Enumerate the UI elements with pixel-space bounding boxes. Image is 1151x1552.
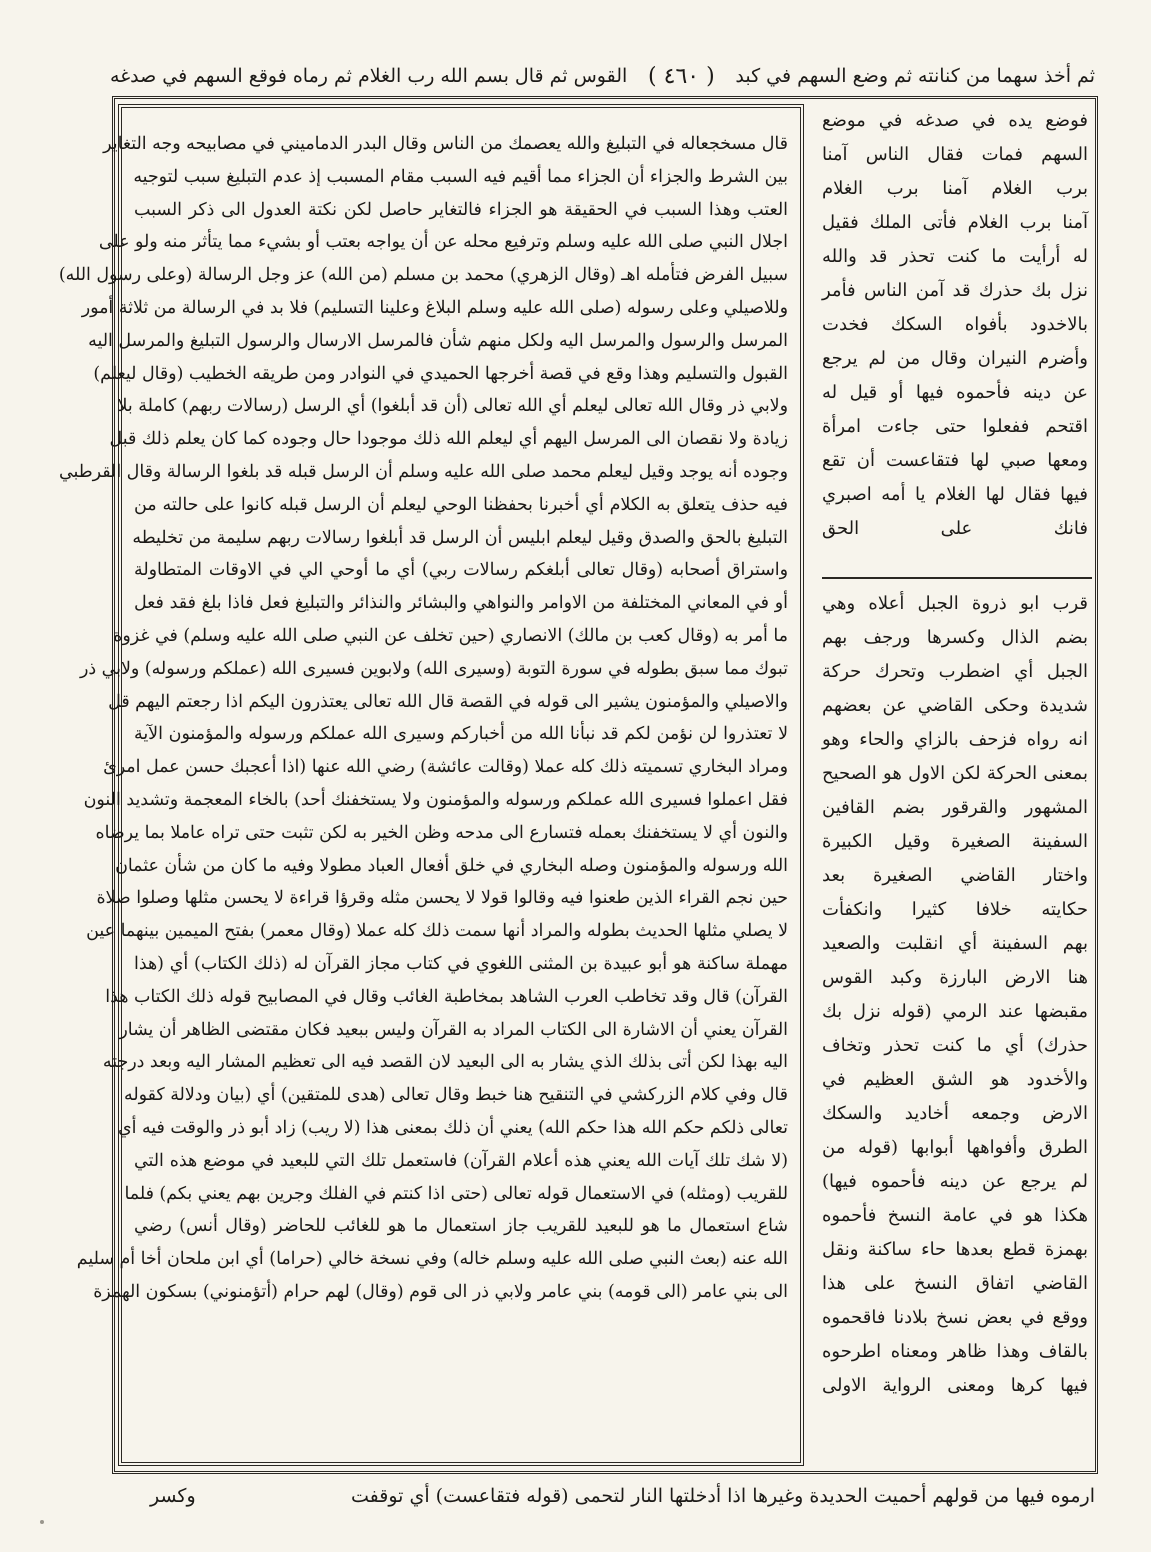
commentary-line: لا تعتذروا لن نؤمن لكم قد نبأنا الله من أخباركم وسيرى الله عملكم ورسوله والمؤمنون الآية [134, 724, 788, 745]
column-divider [822, 577, 1092, 579]
commentary-line: القرآن) قال وقد تخاطب العرب الشاهد بمخاطبة الغائب وقال في المصابيح قوله ذلك الكتاب هذا [105, 986, 788, 1007]
commentary-line: قال مسخجعاله في التبليغ والله يعصمك من الناس وقال البدر الدماميني في مصابيحه وجه التغاير [103, 134, 788, 154]
side-note-line: حكايته خلافا كثيرا وانكفأت [822, 899, 1088, 920]
commentary-line: فقل اعملوا فسيرى الله عملكم ورسوله والمؤمنون ولا يستخفنك أحد) بالخاء المعجمة وتشديد النون [83, 789, 788, 810]
commentary-line: بين الشرط والجزاء أن الجزاء مما أقيم فيه السبب مقام المسبب إذ عدم التبليغ سبب لتوجيه [133, 166, 788, 187]
commentary-line: المرسل والرسول والمرسل اليه ولكل منهم شأن فالمرسل الارسال والرسول التبليغ والمرسل اليه [88, 330, 788, 351]
side-note-line: هكذا هو في عامة النسخ فأحموه [822, 1205, 1088, 1226]
main-commentary-box [58, 104, 804, 1466]
side-note-line: الارض وجمعه أخاديد والسكك [822, 1103, 1088, 1124]
commentary-line: وللاصيلي وعلى رسوله (صلى الله عليه وسلم البلاغ وعلينا التسليم) فلا بد في الرسالة من ثلاثة أمور [81, 297, 788, 318]
header-left-text: القوس ثم قال بسم الله رب الغلام ثم رماه فوقع السهم في صدغه [110, 65, 628, 87]
commentary-line: وجوده أنه يوجد وقيل ليعلم محمد صلى الله عليه وسلم أن الرسل قبله قد بلغوا الرسالة وقال القرطبي [59, 461, 788, 482]
commentary-line: واستراق أصحابه (وقال تعالى أبلغكم رسالات ربي) أي ما أوحي الي في الاوقات المتطاولة [134, 560, 788, 581]
commentary-line: القرآن يعني أن الاشارة الى الكتاب المراد به القرآن وليس ببعيد فكان مقتضى الظاهر أن يشار [119, 1019, 788, 1040]
side-note-line: بهم السفينة أي انقلبت والصعيد [822, 933, 1088, 954]
commentary-line: تعالى ذلكم حكم الله هذا حكم الله) يعني أن ذلك بمعنى هذا (لا ريب) زاد أبو ذر والوقت فيه أي [117, 1117, 788, 1138]
side-text-line: فانك على الحق [822, 518, 1088, 539]
side-text-line: عن دينه فأحموه فيها أو قيل له [822, 382, 1088, 403]
footer-right-text: ارموه فيها من قولهم أحميت الحديدة وغيرها اذا أدخلتها النار لتحمى (قوله فتقاعست) أي توقفت [350, 1485, 1095, 1507]
commentary-line: أو في المعاني المختلفة من الاوامر والنواهي والبشائر والنذائر والتبليغ فعل فاذا بلغ فقد فعل [134, 593, 788, 614]
side-note-line: واختار القاضي الصغيرة بعد [822, 865, 1088, 886]
side-note-line: ووقع في بعض نسخ بلادنا فاقحموه [822, 1307, 1088, 1328]
side-text-line: برب الغلام آمنا برب الغلام [822, 178, 1088, 199]
commentary-line: (لا شك تلك آيات الله يعني هذه أعلام القرآن) فاستعمل تلك التي للبعيد في موضع هذه التي [134, 1150, 788, 1171]
commentary-line: للقريب (ومثله) في الاستعمال قوله تعالى (حتى اذا كنتم في الفلك وجرين بهم يعني بكم) فلما [124, 1183, 788, 1204]
side-text-line: فوضع يده في صدغه في موضع [822, 110, 1088, 131]
running-footer [150, 1478, 1095, 1514]
side-note-line: بهمزة قطع بعدها حاء ساكنة ونقل [822, 1239, 1088, 1260]
side-note-line: لم يرجع عن دينه فأحموه فيها) [822, 1171, 1088, 1192]
side-note-line: قرب ابو ذروة الجبل أعلاه وهي [822, 593, 1088, 614]
commentary-line: زيادة ولا نقصان الى المرسل اليهم أي ليعلم الله ذلك موجودا حال وجوده كما كان يعلم ذلك قبل [109, 429, 788, 450]
commentary-line: قال وفي كلام الزركشي في التنقيح هنا خبط وقال تعالى (هدى للمتقين) أي (بيان ودلالة كقوله [124, 1085, 788, 1106]
side-note-line: القاضي اتفاق النسخ على هذا [822, 1273, 1088, 1294]
commentary-line: والنون أي لا يستخفنك بعمله فتسارع الى مدحه وظن الخير به لكن تثبت حتى تراه عاملا بما يرضاه [95, 822, 788, 843]
side-note-line: هنا الارض البارزة وكبد القوس [822, 967, 1088, 988]
side-note-line: فيها كرها ومعنى الرواية الاولى [822, 1375, 1088, 1396]
commentary-line: شاع استعمال ما هو للبعيد للقريب جاز استعمال ما هو للغائب للحاضر (وقال أنس) رضي [134, 1216, 788, 1237]
side-text-line: بالاخدود بأفواه السكك فخدت [822, 314, 1088, 335]
commentary-line: الله عنه (بعث النبي صلى الله عليه وسلم خاله) وفي نسخة خالي (حراما) أي ابن ملحان أخا أم سليم [76, 1249, 788, 1270]
page-number: ( ٤٦٠ ) [648, 63, 715, 89]
side-note-line: مقبضها عند الرمي (قوله نزل بك [822, 1001, 1088, 1022]
side-note-line: شديدة وحكى القاضي عن بعضهم [822, 695, 1088, 716]
side-text-line: نزل بك حذرك قد آمن الناس فأمر [822, 280, 1088, 301]
side-text-line: وأضرم النيران وقال من لم يرجع [822, 348, 1088, 369]
side-text-line: السهم فمات فقال الناس آمنا [822, 144, 1088, 165]
commentary-line: الى بني عامر (الى قومه) بني عامر ولابي ذر الى قوم (وقال) لهم حرام (أتؤمنوني) بسكون الهمزة [93, 1281, 788, 1302]
commentary-line: القبول والتسليم وهذا وقع في قصة أخرجها الحميدي في النوادر ومن طريقه الخطيب (وقال ليعلم) [93, 363, 788, 384]
side-note-line: والأخدود هو الشق العظيم في [822, 1069, 1088, 1090]
side-note-line: المشهور والقرقور بضم القافين [822, 797, 1088, 818]
side-note-line: انه رواه فزحف بالزاي والحاء وهو [822, 729, 1088, 750]
footer-left-text: وكسر [150, 1485, 196, 1507]
side-note-line: الطرق وأفواهها أبوابها (قوله من [822, 1137, 1088, 1158]
commentary-line: اليه بهذا لكن أتى بذلك الذي يشار به الى البعيد لان القصد فيه الى تعظيم المشار اليه وبعد درجته [102, 1052, 788, 1073]
commentary-line: اجلال النبي صلى الله عليه وسلم وترفيع محله عن أن يواجه بعتب أو بشيء مما يتأثر منه ولو على [98, 232, 788, 253]
commentary-line: ولابي ذر وقال الله تعالى ليعلم أي الله تعالى (أن قد أبلغوا) أي الرسل (رسالات ربهم) كاملة بلا [117, 396, 788, 417]
side-note-line: بالقاف وهذا ظاهر ومعناه اطرحوه [822, 1341, 1088, 1362]
side-note-line: حذرك) أي ما كنت تحذر وتخاف [822, 1035, 1088, 1056]
commentary-line: فيه حذف يتعلق به الكلام أي أخبرنا بحفظنا الوحي ليعلم أن الرسل قبله كانوا على حالته من [134, 494, 788, 515]
commentary-line: الله ورسوله والمؤمنون وصله البخاري في خلق أفعال العباد مطولا وفيه ما كان من شأن عثمان [115, 855, 788, 876]
side-text-line: ومعها صبي لها فتقاعست أن تقع [822, 450, 1088, 471]
side-note-line: الجبل أي اضطرب وتحرك حركة [822, 661, 1088, 682]
side-note-line: بضم الذال وكسرها ورجف بهم [822, 627, 1088, 648]
commentary-line: حين نجم القراء الذين طعنوا فيه وقالوا قولا لا يحسن مثله وقرؤا قراءة لا يحسن مثلها وصلوا صلاة [96, 888, 788, 909]
header-right-text: ثم أخذ سهما من كنانته ثم وضع السهم في كبد [735, 65, 1095, 87]
side-note-line: بمعنى الحركة لكن الاول هو الصحيح [822, 763, 1088, 784]
side-text-line: له أرأيت ما كنت تحذر قد والله [822, 246, 1088, 267]
side-text-line: آمنا برب الغلام فأتى الملك فقيل [822, 212, 1088, 233]
side-note-line: السفينة الصغيرة وقيل الكبيرة [822, 831, 1088, 852]
commentary-line: والاصيلي والمؤمنون يشير الى قوله في القصة قال الله تعالى يعتذرون اليكم اذا رجعتم اليهم قل [108, 691, 788, 712]
commentary-line: ومراد البخاري تسميته ذلك كله عملا (وقالت عائشة) رضي الله عنها (اذا أعجبك حسن عمل امرئ [103, 757, 788, 778]
scan-speck [40, 1520, 44, 1524]
commentary-line: التبليغ بالحق والصدق وقيل ليعلم ابليس أن الرسل قد أبلغوا رسالات ربهم سليمة من تخليطه [132, 527, 788, 548]
commentary-line: تبوك مما سبق بطوله في سورة التوبة (وسيرى الله) ولابوين فسيرى الله (عملكم ورسوله) ولابي ذر [79, 658, 788, 679]
side-text-line: اقتحم ففعلوا حتى جاءت امرأة [822, 416, 1088, 437]
running-header [110, 58, 1095, 94]
commentary-line: لا يصلي مثلها الحديث بطوله والمراد أنها سمت ذلك كله عملا (وقال معمر) بفتح الميمين بينهما عين [86, 921, 788, 942]
hadith-notes-column [816, 585, 1094, 1465]
commentary-line: سبيل الفرض فتأمله اهـ (وقال الزهري) محمد بن مسلم (من الله) عز وجل الرسالة (وعلى رسول الله) [58, 265, 788, 286]
commentary-line: العتب وهذا السبب في الحقيقة هو الجزاء فالتغاير حاصل لكن نكتة العدول الى ذكر السبب [134, 199, 788, 220]
hadith-text-column [816, 100, 1094, 570]
side-text-line: فيها فقال لها الغلام يا أمه اصبري [822, 484, 1088, 505]
commentary-line: ما أمر به (وقال كعب بن مالك) الانصاري (حين تخلف عن النبي صلى الله عليه وسلم) في غزوة [113, 625, 788, 646]
commentary-line: مهملة ساكنة هو أبو عبيدة بن المثنى اللغوي في كتاب مجاز القرآن له (ذلك الكتاب) أي (هذا [134, 953, 788, 974]
